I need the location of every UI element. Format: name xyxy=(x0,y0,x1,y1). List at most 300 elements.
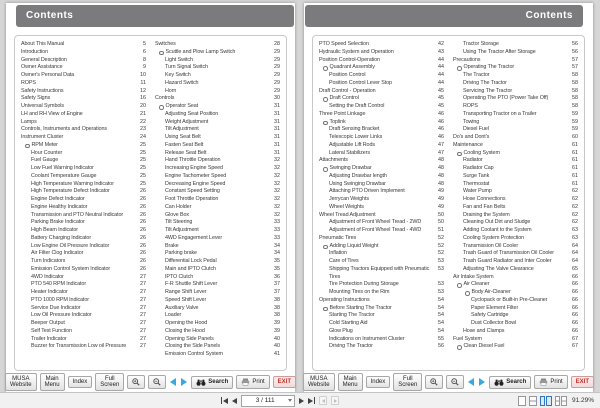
toc-entry-title: Position Control-Operation xyxy=(319,56,380,63)
toc-entry-page: 26 xyxy=(140,242,146,249)
toc-entry[interactable] xyxy=(21,157,146,165)
toc-entry[interactable] xyxy=(453,80,578,88)
page-indicator: 3 / 111 xyxy=(255,397,275,404)
toc-entry[interactable] xyxy=(319,134,444,142)
toc-entry[interactable] xyxy=(319,281,444,289)
toc-entry[interactable] xyxy=(319,64,444,72)
toc-entry-title: Trash Guard Radiator and Inter Cooler xyxy=(463,258,552,264)
toc-entry-title: Low Fuel Warning Indicator xyxy=(31,165,94,171)
exit-button[interactable]: EXIT xyxy=(273,376,296,388)
main-menu-button[interactable]: Main Menu xyxy=(40,373,65,391)
toc-entry-title: Transmission Oil Cooler xyxy=(463,242,519,249)
toc-entry-title: Position Control xyxy=(329,72,366,78)
next-page-button[interactable] xyxy=(299,398,304,404)
toc-entry[interactable] xyxy=(453,173,578,181)
last-page-button[interactable] xyxy=(308,397,315,404)
toc-entry-page: 27 xyxy=(140,327,146,334)
toc-entry-title: Air Filter Clog Indicator xyxy=(31,250,84,257)
toc-entry-title: IPTO Clutch xyxy=(165,273,194,280)
toc-entry[interactable] xyxy=(319,111,444,119)
toc-entry[interactable] xyxy=(319,328,444,336)
toc-entry[interactable] xyxy=(21,142,146,150)
toc-entry-title: Brake xyxy=(165,242,179,249)
toc-entry[interactable] xyxy=(21,95,146,103)
section-marker-icon xyxy=(323,121,328,126)
two-page-continuous-icon xyxy=(555,396,561,406)
toc-entry[interactable] xyxy=(319,243,444,251)
toc-entry[interactable] xyxy=(21,204,146,212)
toc-entry[interactable] xyxy=(21,320,146,328)
toc-entry[interactable] xyxy=(453,235,578,243)
toc-entry-page: 61 xyxy=(572,172,578,179)
toc-entry[interactable] xyxy=(453,258,578,266)
toc-entry-title: Hazard Switch xyxy=(165,79,199,86)
toc-entry[interactable] xyxy=(21,343,146,351)
toc-entry[interactable] xyxy=(319,49,444,57)
toc-entry[interactable] xyxy=(453,150,578,158)
toc-entry[interactable] xyxy=(155,49,280,57)
toc-entry-page: 10 xyxy=(140,72,146,78)
toc-entry[interactable] xyxy=(453,95,578,103)
toc-entry[interactable] xyxy=(21,312,146,320)
toc-entry[interactable] xyxy=(319,212,444,220)
toc-entry[interactable] xyxy=(21,72,146,80)
toc-entry[interactable] xyxy=(155,72,280,80)
toc-entry[interactable] xyxy=(155,274,280,282)
toc-box xyxy=(312,35,585,371)
toc-entry-title: Emission Control System Indicator xyxy=(31,265,111,272)
toc-entry[interactable] xyxy=(155,281,280,289)
toc-entry[interactable] xyxy=(155,258,280,266)
toc-entry-page: 64 xyxy=(572,242,578,249)
print-label: Print xyxy=(252,379,265,385)
toc-entry-page: 53 xyxy=(438,258,444,264)
toc-entry[interactable] xyxy=(453,243,578,251)
toc-entry-page: 32 xyxy=(274,188,280,195)
toc-entry-page: 49 xyxy=(438,196,444,202)
toc-entry[interactable] xyxy=(155,297,280,305)
toc-entry[interactable] xyxy=(21,111,146,119)
toc-entry-page: 64 xyxy=(572,258,578,264)
magnifier-minus-icon xyxy=(153,378,161,386)
toc-entry[interactable] xyxy=(453,103,578,111)
toc-entry[interactable] xyxy=(319,41,444,49)
toc-entry[interactable] xyxy=(21,165,146,173)
toc-entry[interactable] xyxy=(453,88,578,96)
toc-entry-title: LH and RH View of Engine xyxy=(21,110,83,117)
toc-entry[interactable] xyxy=(155,219,280,227)
toc-entry[interactable] xyxy=(453,119,578,127)
toc-entry-title: High Temperature Warning Indicator xyxy=(31,180,114,187)
toc-entry-title: Closing the Side Panels xyxy=(165,343,220,350)
toc-entry[interactable] xyxy=(453,72,578,80)
toc-entry[interactable] xyxy=(155,196,280,204)
toc-entry-page: 52 xyxy=(438,242,444,249)
toc-entry[interactable] xyxy=(319,258,444,266)
toc-entry[interactable] xyxy=(319,80,444,88)
toc-entry[interactable] xyxy=(319,336,444,344)
toc-entry[interactable] xyxy=(319,157,444,165)
toc-entry[interactable] xyxy=(21,188,146,196)
toc-entry[interactable] xyxy=(155,181,280,189)
toc-entry[interactable] xyxy=(453,41,578,49)
musa-website-button[interactable]: MUSA Website xyxy=(5,373,37,391)
toc-entry[interactable] xyxy=(155,111,280,119)
contents-header xyxy=(305,5,583,27)
toc-entry-page: 48 xyxy=(438,180,444,187)
toc-entry-title: Adjustment of Front Wheel Tread - 4WD xyxy=(329,227,422,233)
toc-entry[interactable] xyxy=(21,219,146,227)
toc-entry[interactable] xyxy=(453,305,578,313)
toc-entry[interactable] xyxy=(453,204,578,212)
next-page-button[interactable] xyxy=(478,378,486,386)
toc-entry[interactable] xyxy=(21,250,146,258)
toc-entry[interactable] xyxy=(155,126,280,134)
toc-entry[interactable] xyxy=(453,219,578,227)
toc-entry-title: Constant Speed Setting xyxy=(165,188,220,195)
toc-entry[interactable] xyxy=(453,336,578,344)
toc-entry-title: Swinging Drawbar xyxy=(329,165,372,171)
toc-entry[interactable] xyxy=(453,266,578,274)
previous-view-button[interactable] xyxy=(319,396,327,405)
toc-entry-page: 64 xyxy=(572,250,578,257)
toc-entry[interactable] xyxy=(21,258,146,266)
print-button[interactable] xyxy=(534,375,567,389)
toc-entry-title: Diesel Fuel xyxy=(463,126,489,133)
toc-entry-page: 62 xyxy=(572,188,578,195)
toc-entry-title: RPM Meter xyxy=(31,141,58,148)
toc-entry[interactable] xyxy=(155,157,280,165)
toc-entry[interactable] xyxy=(319,312,444,320)
toc-entry[interactable] xyxy=(155,80,280,88)
toc-entry[interactable] xyxy=(21,88,146,96)
toc-entry-title: Radiator xyxy=(463,157,483,164)
toc-entry-title: Hose Connections xyxy=(463,196,506,202)
toc-entry-title: Draining the System xyxy=(463,211,510,218)
toc-entry[interactable] xyxy=(21,126,146,134)
toc-entry-title: Care of Tires xyxy=(329,258,359,264)
toc-entry[interactable] xyxy=(155,305,280,313)
toc-entry-page: 26 xyxy=(140,234,146,241)
toc-entry-page: 40 xyxy=(274,335,280,342)
page-number-input[interactable] xyxy=(241,395,295,407)
toc-entry[interactable] xyxy=(453,181,578,189)
toc-entry[interactable] xyxy=(155,173,280,181)
toc-entry-title: Safety Instructions xyxy=(21,87,64,94)
toc-entry[interactable] xyxy=(155,343,280,351)
zoom-out-button[interactable] xyxy=(446,375,464,389)
toc-entry[interactable] xyxy=(319,119,444,127)
toc-entry-title: Clean Diesel Fuel xyxy=(463,343,505,350)
previous-page-button[interactable] xyxy=(232,398,237,404)
toc-entry[interactable] xyxy=(319,72,444,80)
toc-entry-title: Do's and Dont's xyxy=(453,134,490,140)
toc-entry[interactable] xyxy=(453,312,578,320)
toc-entry[interactable] xyxy=(21,80,146,88)
toc-entry[interactable] xyxy=(319,297,444,305)
toc-entry[interactable] xyxy=(319,181,444,189)
toc-entry[interactable] xyxy=(155,351,280,359)
zoom-in-button[interactable] xyxy=(425,375,443,389)
toc-entry-page: 43 xyxy=(438,48,444,55)
toc-entry[interactable] xyxy=(453,274,578,282)
toc-entry[interactable] xyxy=(453,142,578,150)
toc-entry-title: Loader xyxy=(165,312,182,319)
toc-entry[interactable] xyxy=(155,320,280,328)
toc-entry[interactable] xyxy=(155,289,280,297)
toc-entry[interactable] xyxy=(155,95,280,103)
toc-entry[interactable] xyxy=(21,134,146,142)
toc-entry[interactable] xyxy=(155,119,280,127)
toc-entry[interactable] xyxy=(21,64,146,72)
toc-entry-page: 33 xyxy=(274,227,280,233)
toc-entry-page: 25 xyxy=(140,172,146,179)
toc-entry[interactable] xyxy=(155,336,280,344)
single-page-view-button[interactable] xyxy=(518,396,526,406)
previous-page-button[interactable] xyxy=(169,378,177,386)
toc-entry[interactable] xyxy=(21,328,146,336)
section-marker-icon xyxy=(457,66,462,71)
toc-entry[interactable] xyxy=(21,41,146,49)
binoculars-icon xyxy=(494,379,504,386)
toc-entry-page: 32 xyxy=(274,180,280,187)
toc-entry[interactable] xyxy=(453,126,578,134)
toc-entry[interactable] xyxy=(319,103,444,111)
zoom-level: 91.29% xyxy=(571,397,594,404)
search-button[interactable] xyxy=(489,376,531,389)
toc-entry[interactable] xyxy=(319,57,444,65)
next-page-button[interactable] xyxy=(180,378,188,386)
toc-entry-title: Controls, Instruments and Operations xyxy=(21,126,107,133)
toc-entry-page: 33 xyxy=(274,234,280,241)
toc-entry-page: 50 xyxy=(438,211,444,218)
toc-entry[interactable] xyxy=(155,188,280,196)
toc-entry-page: 21 xyxy=(140,110,146,117)
musa-website-button[interactable]: MUSA Website xyxy=(303,373,335,391)
toc-entry[interactable] xyxy=(453,64,578,72)
magnifier-plus-icon xyxy=(132,378,140,386)
viewer-status-bar xyxy=(0,392,600,408)
toc-entry-page: 58 xyxy=(572,79,578,86)
full-screen-button[interactable]: Full Screen xyxy=(95,373,124,391)
zoom-out-button[interactable] xyxy=(148,375,166,389)
view-mode-group xyxy=(518,393,594,408)
toc-entry-title: Hand Throttle Operation xyxy=(165,157,221,164)
toc-entry-title: Tire Protection During Storage xyxy=(329,281,399,288)
toc-entry[interactable] xyxy=(155,150,280,158)
next-view-button[interactable] xyxy=(331,396,339,405)
toc-entry[interactable] xyxy=(155,204,280,212)
toc-entry[interactable] xyxy=(21,57,146,65)
toc-entry[interactable] xyxy=(21,243,146,251)
toc-entry[interactable] xyxy=(453,165,578,173)
toc-entry-title: Tractor Storage xyxy=(463,41,499,47)
toc-entry[interactable] xyxy=(21,49,146,57)
toc-entry-page: 25 xyxy=(140,165,146,171)
toc-entry-page: 46 xyxy=(438,110,444,117)
toc-entry-page: 56 xyxy=(438,343,444,350)
toc-entry-page: 58 xyxy=(572,95,578,102)
toc-entry-title: Operating The Tractor xyxy=(463,64,515,71)
toc-entry[interactable] xyxy=(453,157,578,165)
toc-entry-page: 50 xyxy=(438,219,444,226)
toc-entry[interactable] xyxy=(21,227,146,235)
zoom-in-button[interactable] xyxy=(127,375,145,389)
toc-entry-title: Beeper Output xyxy=(31,320,65,326)
toc-entry[interactable] xyxy=(155,212,280,220)
toc-entry[interactable] xyxy=(319,204,444,212)
toc-entry[interactable] xyxy=(155,243,280,251)
toc-entry[interactable] xyxy=(453,320,578,328)
toc-entry-title: Adding Coolant to the System xyxy=(463,227,532,233)
search-button[interactable] xyxy=(191,376,233,389)
toc-entry[interactable] xyxy=(319,165,444,173)
toc-entry-page: 25 xyxy=(140,180,146,187)
toc-entry[interactable] xyxy=(319,196,444,204)
toc-entry-page: 8 xyxy=(143,56,146,63)
toc-entry[interactable] xyxy=(319,150,444,158)
printer-icon xyxy=(241,378,250,386)
toc-entry[interactable] xyxy=(453,134,578,142)
toc-entry[interactable] xyxy=(21,103,146,111)
first-page-icon xyxy=(223,398,228,404)
toc-entry[interactable] xyxy=(319,235,444,243)
toc-entry[interactable] xyxy=(319,227,444,235)
toc-entry[interactable] xyxy=(21,274,146,282)
two-page-continuous-view-button[interactable] xyxy=(555,396,567,406)
toc-entry-title: Wheel Tread Adjustment xyxy=(319,211,376,218)
toc-column xyxy=(21,41,146,366)
toc-entry[interactable] xyxy=(21,336,146,344)
index-button[interactable]: Index xyxy=(68,376,93,388)
toc-entry[interactable] xyxy=(319,219,444,227)
two-page-view-button[interactable] xyxy=(540,396,552,406)
toc-entry[interactable] xyxy=(453,196,578,204)
toc-entry[interactable] xyxy=(21,266,146,274)
toc-entry-title: Cold Starting Aid xyxy=(329,320,368,326)
toc-entry[interactable] xyxy=(453,297,578,305)
main-menu-button[interactable]: Main Menu xyxy=(338,373,363,391)
toc-entry-page: 55 xyxy=(438,335,444,342)
toc-entry-title: Adjustment of Front Wheel Tread - 2WD xyxy=(329,219,422,226)
first-page-button[interactable] xyxy=(221,397,228,404)
print-button[interactable] xyxy=(236,375,269,389)
toc-entry[interactable] xyxy=(155,88,280,96)
previous-page-button[interactable] xyxy=(467,378,475,386)
toc-entry[interactable] xyxy=(453,111,578,119)
toc-entry-page: 61 xyxy=(572,165,578,171)
toc-entry[interactable] xyxy=(453,188,578,196)
toc-entry[interactable] xyxy=(453,212,578,220)
toc-entry[interactable] xyxy=(319,188,444,196)
toc-entry[interactable] xyxy=(21,305,146,313)
toc-entry[interactable] xyxy=(319,173,444,181)
toc-entry[interactable] xyxy=(319,266,444,282)
toc-entry-title: Emission Control System xyxy=(165,351,223,357)
toc-entry[interactable] xyxy=(453,281,578,289)
toc-entry[interactable] xyxy=(21,235,146,243)
toc-entry-title: Owner Assistance xyxy=(21,64,63,71)
toc-entry[interactable] xyxy=(453,328,578,336)
toc-entry[interactable] xyxy=(21,119,146,127)
toc-entry[interactable] xyxy=(21,196,146,204)
full-screen-button[interactable]: Full Screen xyxy=(393,373,422,391)
toc-entry[interactable] xyxy=(21,212,146,220)
toc-entry-page: 27 xyxy=(140,296,146,303)
toc-entry[interactable] xyxy=(155,227,280,235)
toc-entry-title: Self Test Function xyxy=(31,327,72,334)
exit-button[interactable]: EXIT xyxy=(571,376,594,388)
toc-entry[interactable] xyxy=(453,289,578,297)
toc-entry[interactable] xyxy=(21,181,146,189)
next-view-icon xyxy=(334,399,337,403)
toc-entry[interactable] xyxy=(453,57,578,65)
toc-entry[interactable] xyxy=(155,312,280,320)
toc-entry[interactable] xyxy=(21,150,146,158)
toc-entry[interactable] xyxy=(155,134,280,142)
toc-entry[interactable] xyxy=(155,142,280,150)
toc-entry-page: 46 xyxy=(438,126,444,133)
index-button[interactable]: Index xyxy=(366,376,391,388)
toc-entry-title: Cleaning Out Dirt and Sludge xyxy=(463,219,531,226)
toc-entry-title: Inflation xyxy=(329,250,347,257)
toc-entry-title: Can Holder xyxy=(165,203,192,210)
toc-entry[interactable] xyxy=(319,88,444,96)
toc-entry[interactable] xyxy=(453,49,578,57)
toc-entry[interactable] xyxy=(319,126,444,134)
toc-entry[interactable] xyxy=(155,41,280,49)
toc-entry[interactable] xyxy=(155,328,280,336)
toc-entry[interactable] xyxy=(319,250,444,258)
toc-entry[interactable] xyxy=(319,289,444,297)
toc-entry[interactable] xyxy=(319,305,444,313)
toc-entry[interactable] xyxy=(453,250,578,258)
toc-entry[interactable] xyxy=(155,165,280,173)
toc-entry[interactable] xyxy=(319,142,444,150)
toc-entry[interactable] xyxy=(155,250,280,258)
toc-entry-page: 27 xyxy=(140,289,146,295)
toc-entry[interactable] xyxy=(155,266,280,274)
toc-entry-title: Turn Signal Switch xyxy=(165,64,208,71)
toc-entry-page: 29 xyxy=(274,48,280,55)
toc-entry-page: 66 xyxy=(572,312,578,319)
toc-entry-title: High Temperature Defect Indicator xyxy=(31,188,110,195)
toc-entry[interactable] xyxy=(453,227,578,235)
toc-entry[interactable] xyxy=(21,297,146,305)
toc-entry-page: 61 xyxy=(572,180,578,187)
section-marker-icon xyxy=(323,66,328,71)
toc-entry-title: Switches xyxy=(155,41,176,47)
toc-entry[interactable] xyxy=(155,235,280,243)
toc-entry[interactable] xyxy=(319,343,444,351)
continuous-view-button[interactable] xyxy=(529,396,537,406)
toc-entry[interactable] xyxy=(155,103,280,111)
toc-entry-title: Hour Counter xyxy=(31,149,63,156)
toc-entry[interactable] xyxy=(21,173,146,181)
toc-entry[interactable] xyxy=(21,281,146,289)
right-arrow-icon xyxy=(479,378,485,386)
toc-entry[interactable] xyxy=(453,343,578,351)
toc-entry[interactable] xyxy=(21,289,146,297)
toc-entry-page: 54 xyxy=(438,312,444,319)
toc-entry[interactable] xyxy=(155,57,280,65)
toc-column xyxy=(453,41,578,366)
toc-entry-page: 30 xyxy=(274,95,280,102)
toc-entry[interactable] xyxy=(155,64,280,72)
toc-entry-title: Paper Element Filter xyxy=(471,304,519,311)
toc-entry[interactable] xyxy=(319,95,444,103)
toc-entry[interactable] xyxy=(319,320,444,328)
